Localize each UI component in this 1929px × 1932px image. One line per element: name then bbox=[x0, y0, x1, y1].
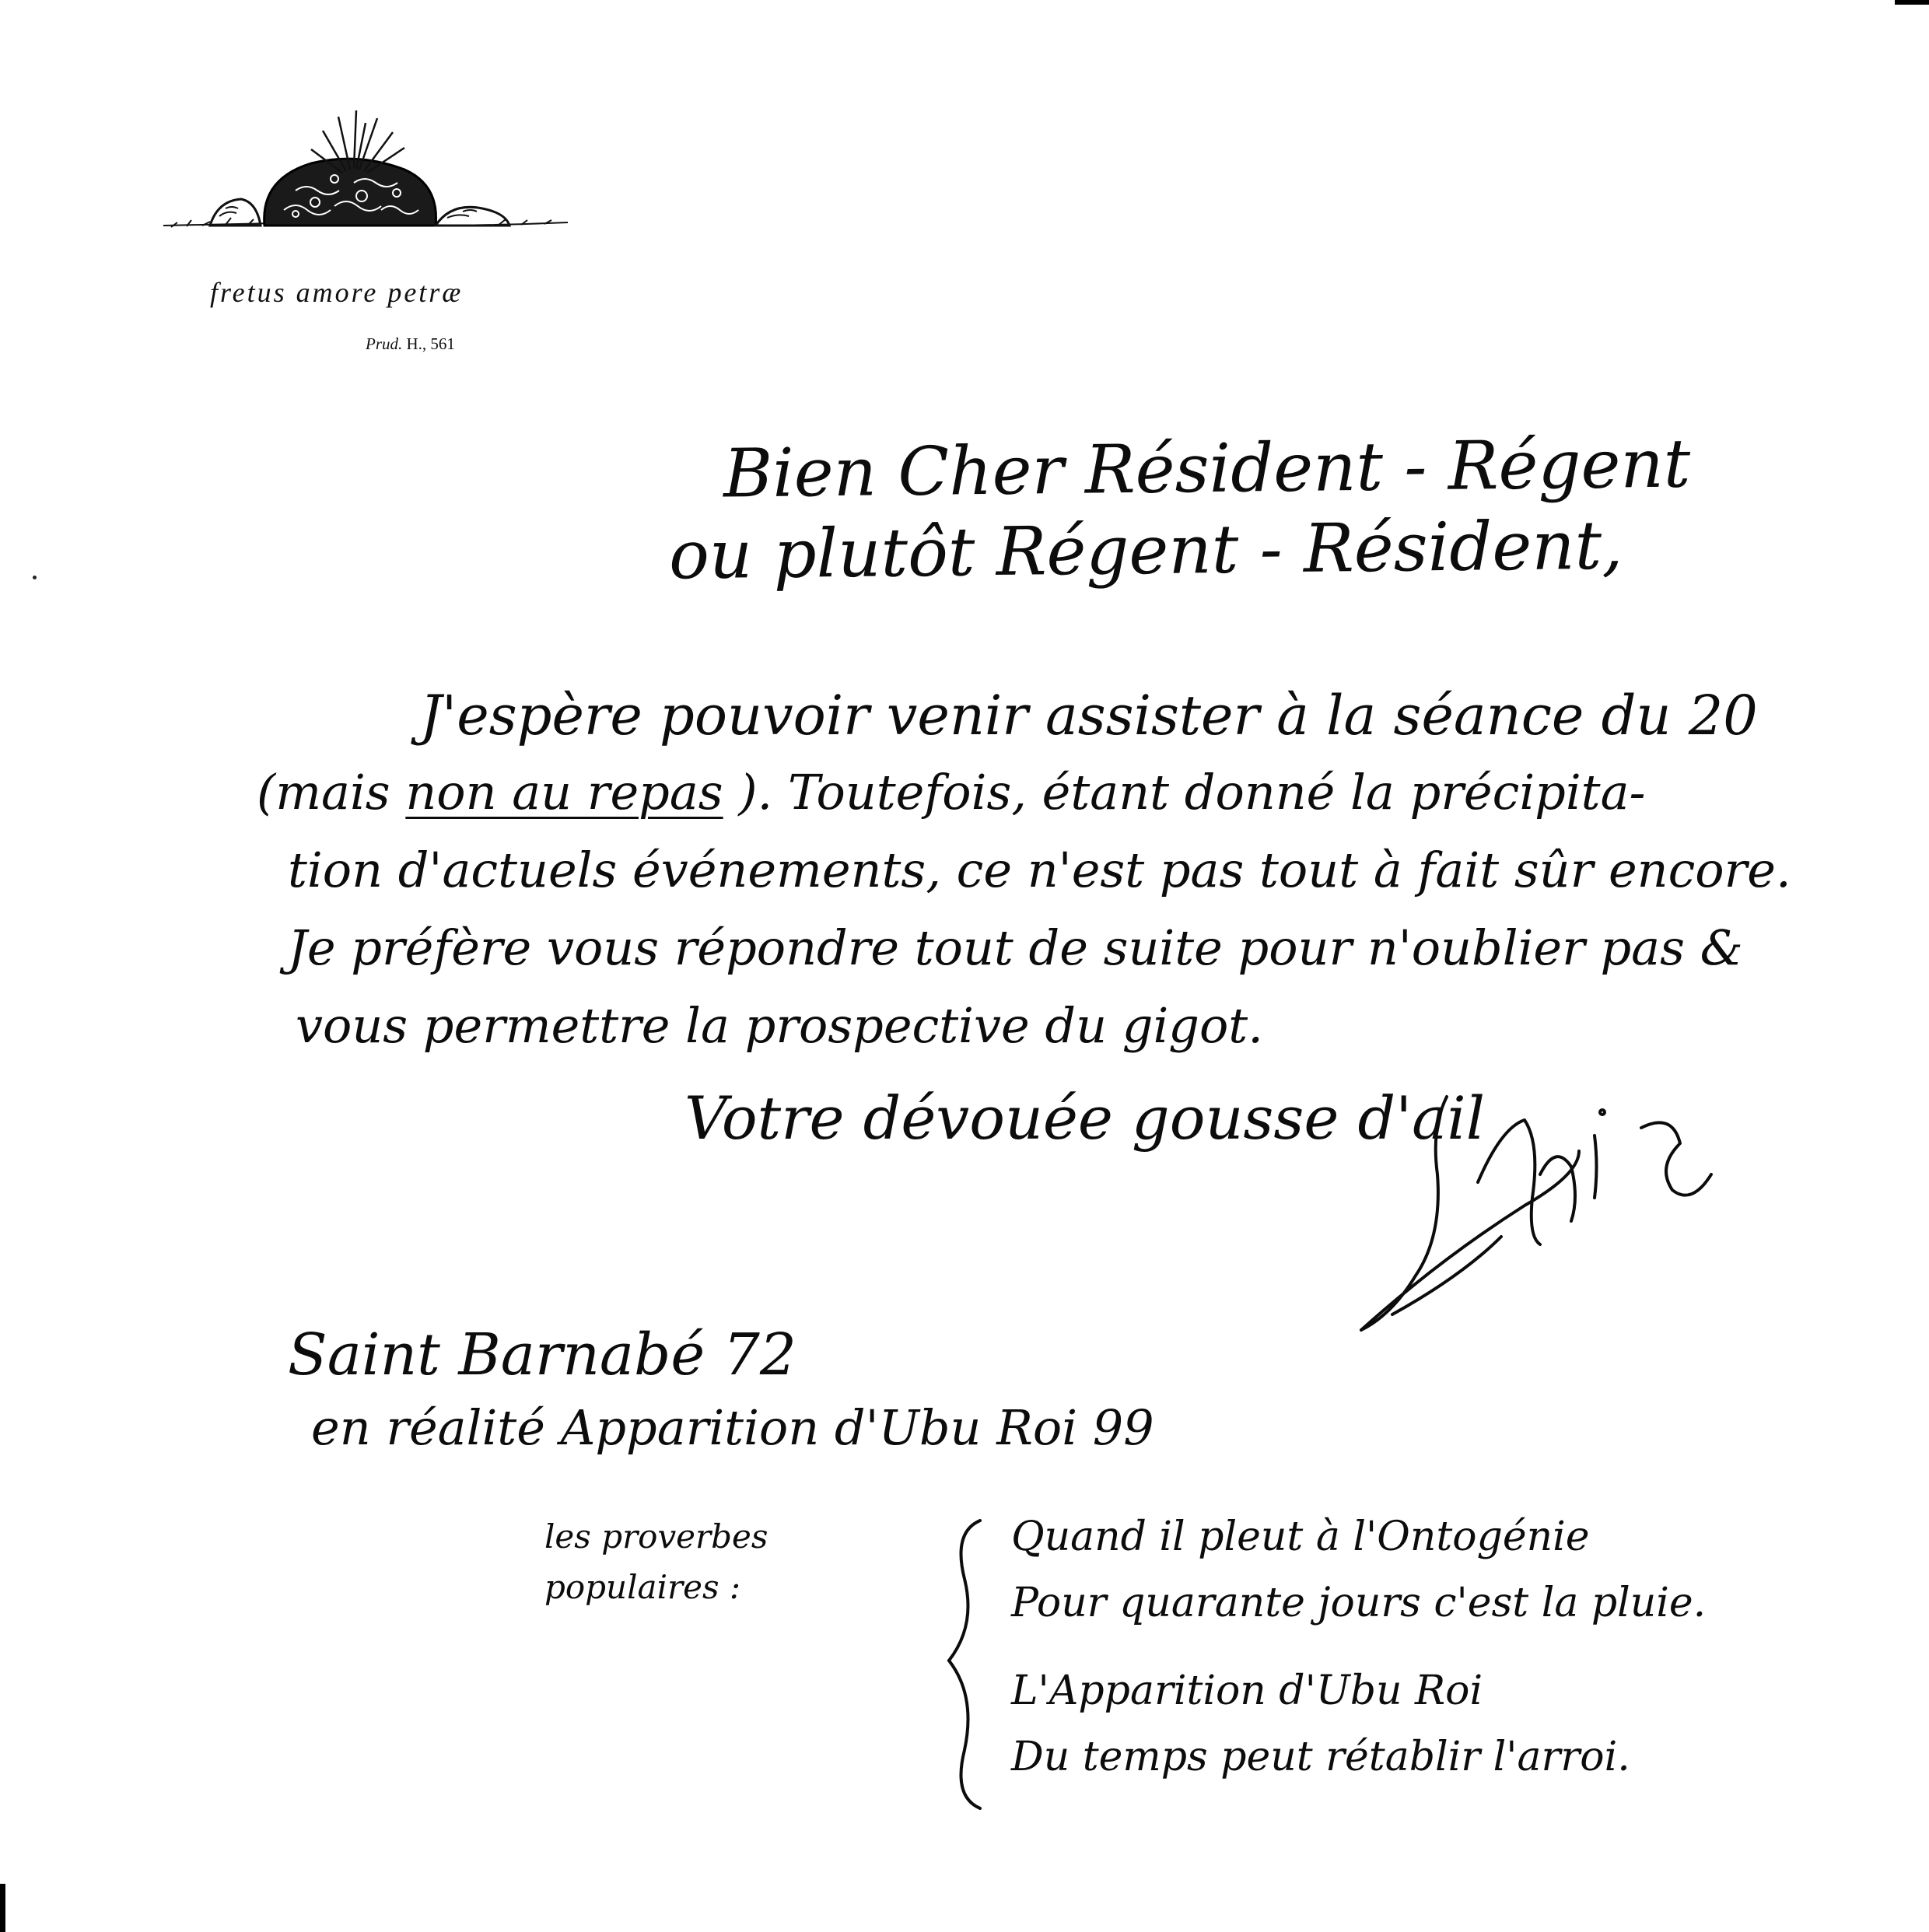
body-line-2-start: (mais bbox=[257, 764, 406, 821]
salutation-line-2: ou plutôt Régent - Résident, bbox=[668, 506, 1623, 595]
letterhead-citation bbox=[366, 334, 455, 354]
scan-edge-mark-left bbox=[0, 1884, 5, 1932]
citation-reference: H., 561 bbox=[406, 334, 455, 353]
date-line-2: en réalité Apparition d'Ubu Roi 99 bbox=[311, 1399, 1154, 1456]
proverb-line-2: Pour quarante jours c'est la pluie. bbox=[1011, 1580, 1707, 1626]
handwritten-signature bbox=[1346, 1081, 1750, 1338]
body-line-1: J'espère pouvoir venir assister à la séance du 20 bbox=[420, 684, 1758, 747]
closing-line: Votre dévouée gousse d'ail bbox=[684, 1083, 1486, 1153]
body-line-4: Je préfère vous répondre tout de suite pour n'oublier pas & bbox=[288, 919, 1743, 976]
proverb-line-4: Du temps peut rétablir l'arroi. bbox=[1011, 1734, 1630, 1780]
curly-brace-icon bbox=[937, 1517, 992, 1812]
proverb-line-1: Quand il pleut à l'Ontogénie bbox=[1011, 1514, 1590, 1560]
proverb-line-3: L'Apparition d'Ubu Roi bbox=[1011, 1668, 1483, 1714]
letterhead bbox=[156, 109, 591, 366]
proverbs-label-line-1: les proverbes bbox=[544, 1517, 768, 1556]
body-line-5: vous permettre la prospective du gigot. bbox=[296, 997, 1263, 1054]
date-line-1: Saint Barnabé 72 bbox=[288, 1321, 796, 1388]
body-line-2 bbox=[257, 764, 1646, 821]
scan-edge-mark-top bbox=[1895, 0, 1929, 5]
body-line-2-end: ). Toutefois, étant donné la précipita- bbox=[723, 764, 1646, 821]
proverbs-label-line-2: populaires : bbox=[544, 1568, 740, 1606]
rock-plant-vignette bbox=[156, 109, 576, 249]
body-line-3: tion d'actuels événements, ce n'est pas tout à fait sûr encore. bbox=[288, 842, 1791, 898]
letterhead-motto: fretus amore petræ bbox=[210, 277, 464, 308]
citation-author: Prud. bbox=[366, 334, 403, 353]
salutation-line-1: Bien Cher Résident - Régent bbox=[723, 425, 1691, 513]
underlined-phrase: non au repas bbox=[405, 764, 723, 821]
scan-speck bbox=[33, 576, 37, 579]
